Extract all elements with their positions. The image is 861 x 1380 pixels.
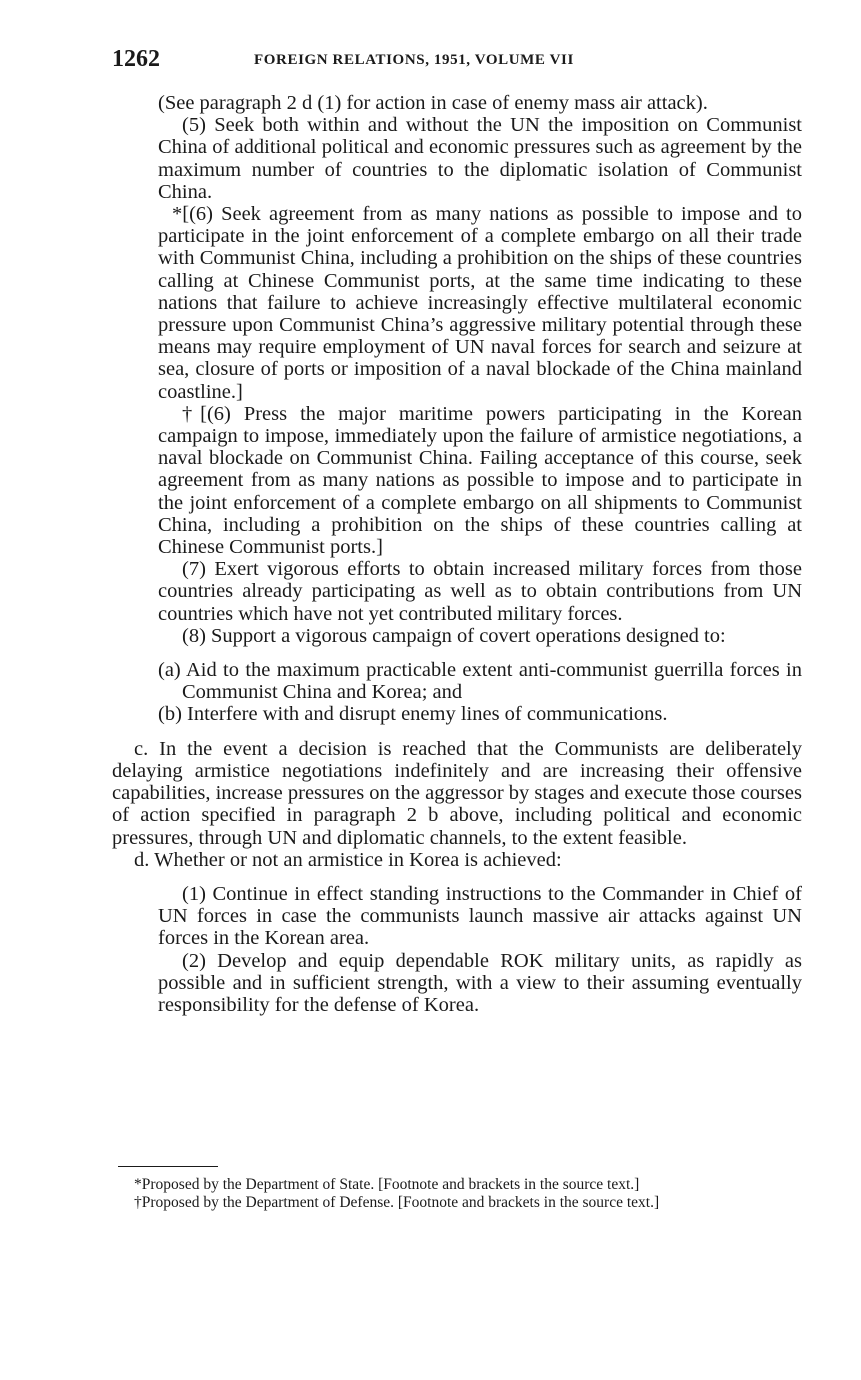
paragraph-8-b: (b) Interfere with and disrupt enemy lines of communications. — [158, 703, 668, 726]
paragraph-8-a: (a) Aid to the maximum practicable extent anti-communist guerrilla forces in Communist China and Korea; and — [158, 659, 802, 704]
paragraph-d-2: (2) Develop and equip dependable ROK military units, as rapidly as possible and in sufficient strength, with a view to their assuming eventually responsibility for the defense of Korea. — [158, 949, 802, 1016]
paragraph-d: d. Whether or not an armistice in Korea is achieved: — [134, 848, 562, 871]
paragraph-6-defense-proposal: †[(6) Press the major maritime powers participating in the Korean campaign to impose, immediately upon the failure of armistice negotiations, a naval blockade on Communist China. Failing acceptance of this course, seek agreement from as many nations as possible to impose and to participate in the joint enforcement of a complete embargo on all shipments to Communist China, including a prohibition on the ships of these countries calling at Chinese Communist ports.] — [158, 402, 802, 559]
footnotes — [112, 1176, 802, 1211]
page-header — [112, 46, 802, 76]
paragraph-7: (7) Exert vigorous efforts to obtain increased military forces from those countries already participating as well as to obtain contributions from UN countries which have not yet contributed military forces. — [158, 558, 802, 625]
footnote-defense: †Proposed by the Department of Defense. [Footnote and brackets in the source text.] — [134, 1193, 660, 1211]
paragraph-8: (8) Support a vigorous campaign of covert operations designed to: — [182, 624, 726, 647]
running-head: FOREIGN RELATIONS, 1951, VOLUME VII — [254, 52, 574, 68]
paragraph-5: (5) Seek both within and without the UN the imposition on Communist China of additional political and economic pressures such as agreement by the maximum number of countries to the diplomatic isolation of Communist China. — [158, 114, 802, 203]
footnote-divider — [118, 1166, 218, 1167]
body-text — [112, 92, 802, 1016]
footnote-state: *Proposed by the Department of State. [Footnote and brackets in the source text.] — [134, 1176, 640, 1193]
page-number: 1262 — [112, 46, 160, 72]
paragraph-d-1: (1) Continue in effect standing instructions to the Commander in Chief of UN forces in case the communists launch massive air attacks against UN forces in the Korean area. — [158, 882, 802, 950]
paragraph-6-state-proposal: *[(6) Seek agreement from as many nations as possible to impose and to participate in the joint enforcement of a complete embargo on all their trade with Communist China, including a prohibition on the ships of these countries calling at Chinese Communist ports, at the same time indicating to these nations that failure to achieve increasingly effective multilateral economic pressure upon Communist China’s aggressive military potential through these means may require employment of UN naval forces for search and seizure at sea, closure of ports or imposition of a naval blockade of the China mainland coastline.] — [158, 203, 802, 403]
paragraph-c: c. In the event a decision is reached that the Communists are deliberately delaying armistice negotiations indefinitely and are increasing their offensive capabilities, increase pressures on the aggressor by stages and execute those courses of action specified in paragraph 2 b above, including political and economic pressures, through UN and diplomatic channels, to the extent feasible. — [112, 737, 802, 849]
paragraph-see-reference: (See paragraph 2 d (1) for action in case of enemy mass air attack). — [158, 92, 708, 114]
